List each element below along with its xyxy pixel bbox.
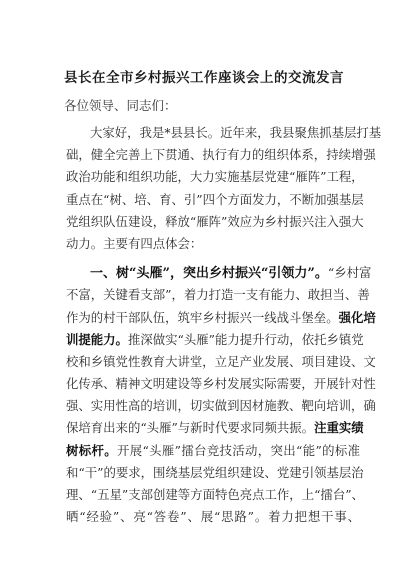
text-run: 作为的村干部队伍，筑牢乡村振兴一线战斗堡垒。	[66, 309, 339, 325]
bold-run: 强化培	[338, 309, 376, 325]
text-run: 和“干”的要求，围绕基层党组织建设、党建引领基层治	[66, 464, 364, 480]
body-line	[66, 307, 376, 329]
body-line	[66, 122, 382, 144]
body-line	[66, 262, 372, 284]
body-line	[66, 189, 364, 211]
body-line	[66, 417, 364, 439]
body-line	[66, 144, 376, 166]
text-run: 化传承、精神文明建设等乡村发展实际需要，开展针对性	[66, 376, 376, 392]
text-run: 党组织队伍建设，释放“雁阵”效应为乡村振兴注入强大	[66, 213, 364, 229]
document-body	[66, 122, 382, 528]
body-line	[66, 351, 376, 373]
text-run: 础，健全完善上下贯通、执行有力的组织体系，持续增强	[66, 147, 376, 163]
body-line	[66, 329, 364, 351]
salutation: 各位领导、同志们：	[64, 98, 177, 113]
body-line	[66, 211, 364, 233]
body-line	[66, 373, 376, 395]
body-line	[66, 462, 364, 484]
body-line	[66, 484, 364, 506]
text-run: 校和乡镇党性教育大讲堂，立足产业发展、项目建设、文	[66, 353, 376, 369]
text-run: 晒“经验”、亮“答卷”、展“思路”。着力把想干事、	[66, 509, 360, 525]
body-line	[66, 233, 360, 255]
body-line	[66, 440, 360, 462]
text-run: 不富，关键看支部”，着力打造一支有能力、敢担当、善	[66, 287, 370, 303]
text-run: 开展“头雁”擂台竞技活动，突出“能”的标准	[116, 442, 361, 458]
body-line	[66, 395, 376, 417]
text-run: 政治功能和组织功能，大力实施基层党建“雁阵”工程，	[66, 169, 364, 185]
document-title: 县长在全市乡村振兴工作座谈会上的交流发言	[64, 70, 344, 86]
bold-run: 训提能力。	[66, 331, 128, 347]
text-run: 动力。主要有四点体会：	[66, 235, 203, 251]
bold-run: 注重实绩	[314, 420, 364, 436]
text-run: 推深做实“头雁”能力提升行动，依托乡镇党	[127, 331, 364, 347]
body-line	[66, 506, 360, 528]
text-run: 强、实用性高的培训，切实做到因材施教、靶向培训，确	[66, 398, 376, 414]
body-line	[66, 166, 364, 188]
text-run: 大家好，我是*县县长。近年来，我县聚焦抓基层打基	[90, 125, 382, 140]
text-run: 理、“五星”支部创建等方面特色亮点工作，上“擂台”、	[66, 487, 364, 502]
text-run: “乡村富	[327, 265, 372, 281]
text-run: 重点在“树、培、育、引”四个方面发力，不断加强基层	[66, 191, 364, 207]
text-run: 保培育出来的“头雁”与新时代要求同频共振。	[66, 420, 315, 436]
bold-run: 树标杆。	[66, 442, 117, 458]
body-line	[66, 284, 370, 306]
section-heading: 一、树“头雁”，突出乡村振兴“引领力”。	[90, 266, 328, 282]
